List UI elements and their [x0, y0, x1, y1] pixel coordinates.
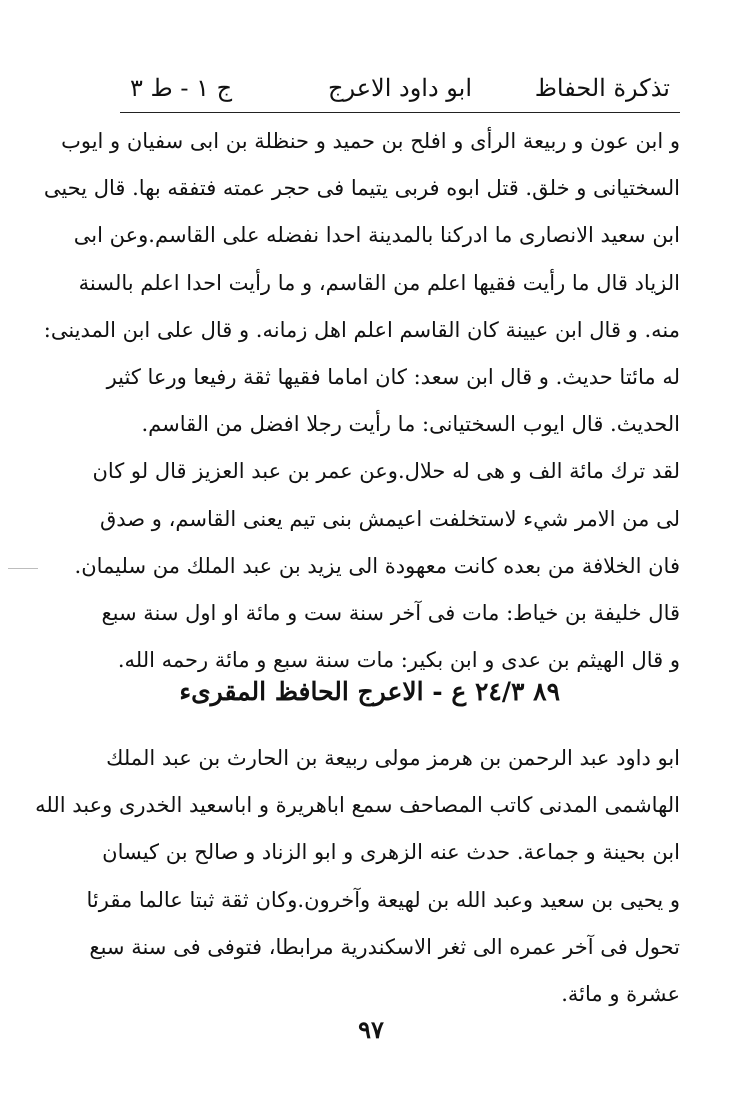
- paragraph-qasim: [43, 118, 680, 684]
- text-line: منه. و قال ابن عيينة كان القاسم اعلم اهل زمانه. و قال على ابن المدينى:: [43, 317, 680, 342]
- text-line: قال خليفة بن خياط: مات فى آخر سنة ست و مائة او اول سنة سبع: [101, 600, 680, 625]
- header-volume-info: ج ١ - ط ٣: [130, 74, 233, 102]
- text-line: السختيانى و خلق. قتل ابوه فربى يتيما فى حجر عمته فتفقه بها. قال يحيى: [43, 176, 680, 201]
- text-line: الحديث. قال ايوب السختيانى: ما رأيت رجلا افضل من القاسم.: [141, 412, 680, 437]
- header-divider: [120, 112, 680, 113]
- running-header: [130, 70, 670, 106]
- header-entry-title: ابو داود الاعرج: [327, 74, 473, 102]
- text-line: عشرة و مائة.: [561, 981, 680, 1006]
- text-line: و قال الهيثم بن عدى و ابن بكير: مات سنة سبع و مائة رحمه الله.: [117, 648, 680, 673]
- paragraph-aaraj: [35, 735, 680, 1018]
- text-line: له مائتا حديث. و قال ابن سعد: كان اماما فقيها ثقة رفيعا ورعا كثير: [106, 364, 680, 389]
- entry-heading: ٨٩ ٢٤/٣ ع - الاعرج الحافظ المقرىء: [179, 677, 560, 706]
- text-line: ابن بحينة و جماعة. حدث عنه الزهرى و ابو الزناد و صالح بن كيسان: [102, 840, 680, 865]
- text-line: لقد ترك مائة الف و هى له حلال.وعن عمر بن عبد العزيز قال لو كان: [92, 459, 680, 484]
- text-line: و ابن عون و ربيعة الرأى و افلح بن حميد و حنظلة بن ابى سفيان و ايوب: [61, 129, 680, 153]
- margin-scan-mark: [8, 568, 38, 569]
- header-book-title: تذكرة الحفاظ: [534, 74, 670, 102]
- text-line: لى من الامر شيء لاستخلفت اعيمش بنى تيم يعنى القاسم، و صدق: [99, 506, 680, 531]
- text-line: فان الخلافة من بعده كانت معهودة الى يزيد بن عبد الملك من سليمان.: [74, 553, 680, 578]
- text-line: و يحيى بن سعيد وعبد الله بن لهيعة وآخرون.وكان ثقة ثبتا عالما مقرئا: [86, 887, 680, 912]
- text-line: ابن سعيد الانصارى ما ادركنا بالمدينة احدا نفضله على القاسم.وعن ابى: [73, 223, 680, 248]
- text-line: ابو داود عبد الرحمن بن هرمز مولى ربيعة بن الحارث بن عبد الملك: [106, 746, 680, 770]
- text-line: تحول فى آخر عمره الى ثغر الاسكندرية مرابطا، فتوفى فى سنة سبع: [89, 934, 680, 959]
- text-line: الزياد قال ما رأيت فقيها اعلم من القاسم، و ما رأيت احدا اعلم بالسنة: [78, 270, 680, 295]
- page-number: ٩٧: [358, 1015, 384, 1044]
- text-line: الهاشمى المدنى كاتب المصاحف سمع اباهريرة و اباسعيد الخدرى وعبد الله: [35, 793, 680, 818]
